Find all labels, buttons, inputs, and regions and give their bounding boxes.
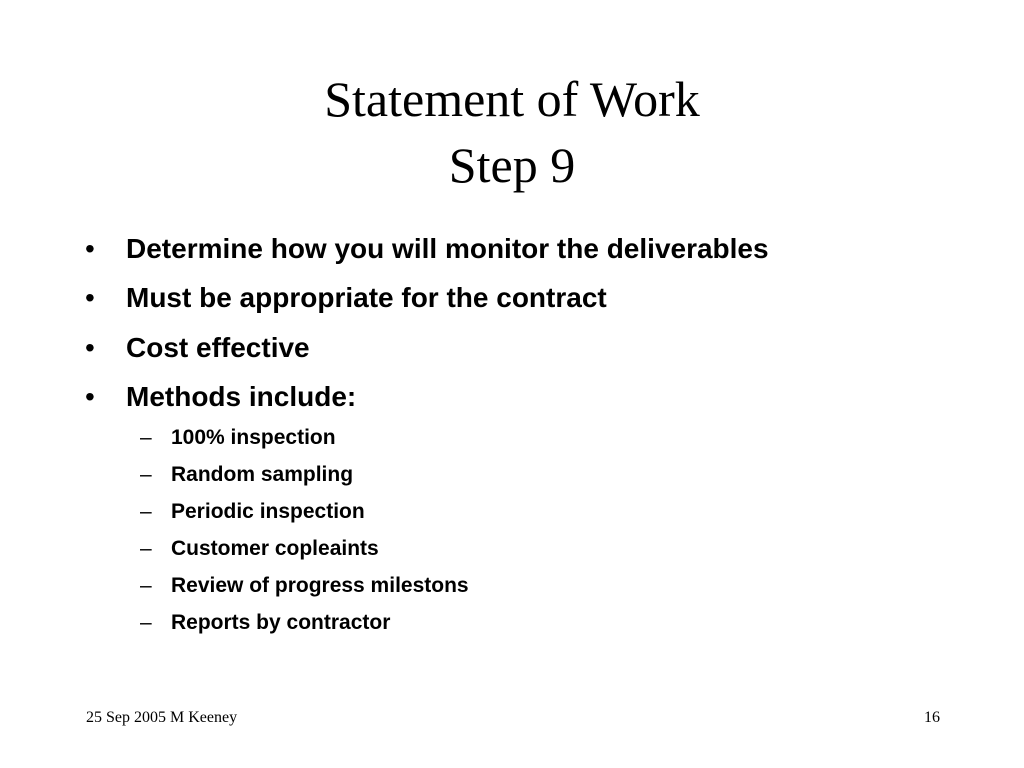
sub-bullet-text: Random sampling xyxy=(171,463,354,486)
sub-bullet-text: Review of progress milestons xyxy=(171,574,469,597)
bullet-text: Methods include: xyxy=(126,381,357,412)
sub-bullet-text: Customer copleaints xyxy=(171,537,379,560)
bullet-text: Determine how you will monitor the deliverables xyxy=(126,233,769,264)
bullet-marker: • xyxy=(85,233,95,264)
bullet-marker: • xyxy=(85,332,95,363)
sub-bullet-marker: – xyxy=(140,537,152,560)
sub-bullet-text: Reports by contractor xyxy=(171,611,391,634)
title-line-1: Statement of Work xyxy=(324,71,700,127)
sub-bullet-text: Periodic inspection xyxy=(171,500,365,523)
bullet-text: Must be appropriate for the contract xyxy=(126,282,607,313)
sub-bullet-marker: – xyxy=(140,574,152,597)
sub-bullet-marker: – xyxy=(140,426,152,449)
footer-date-author: 25 Sep 2005 M Keeney xyxy=(86,709,238,726)
sub-bullet-marker: – xyxy=(140,500,152,523)
bullet-marker: • xyxy=(85,282,95,313)
title-line-2: Step 9 xyxy=(448,137,576,193)
slide-number: 16 xyxy=(924,709,940,726)
sub-bullet-text: 100% inspection xyxy=(171,426,336,449)
sub-bullet-marker: – xyxy=(140,463,152,486)
sub-bullet-marker: – xyxy=(140,611,152,634)
bullet-text: Cost effective xyxy=(126,332,310,363)
bullet-marker: • xyxy=(85,381,95,412)
